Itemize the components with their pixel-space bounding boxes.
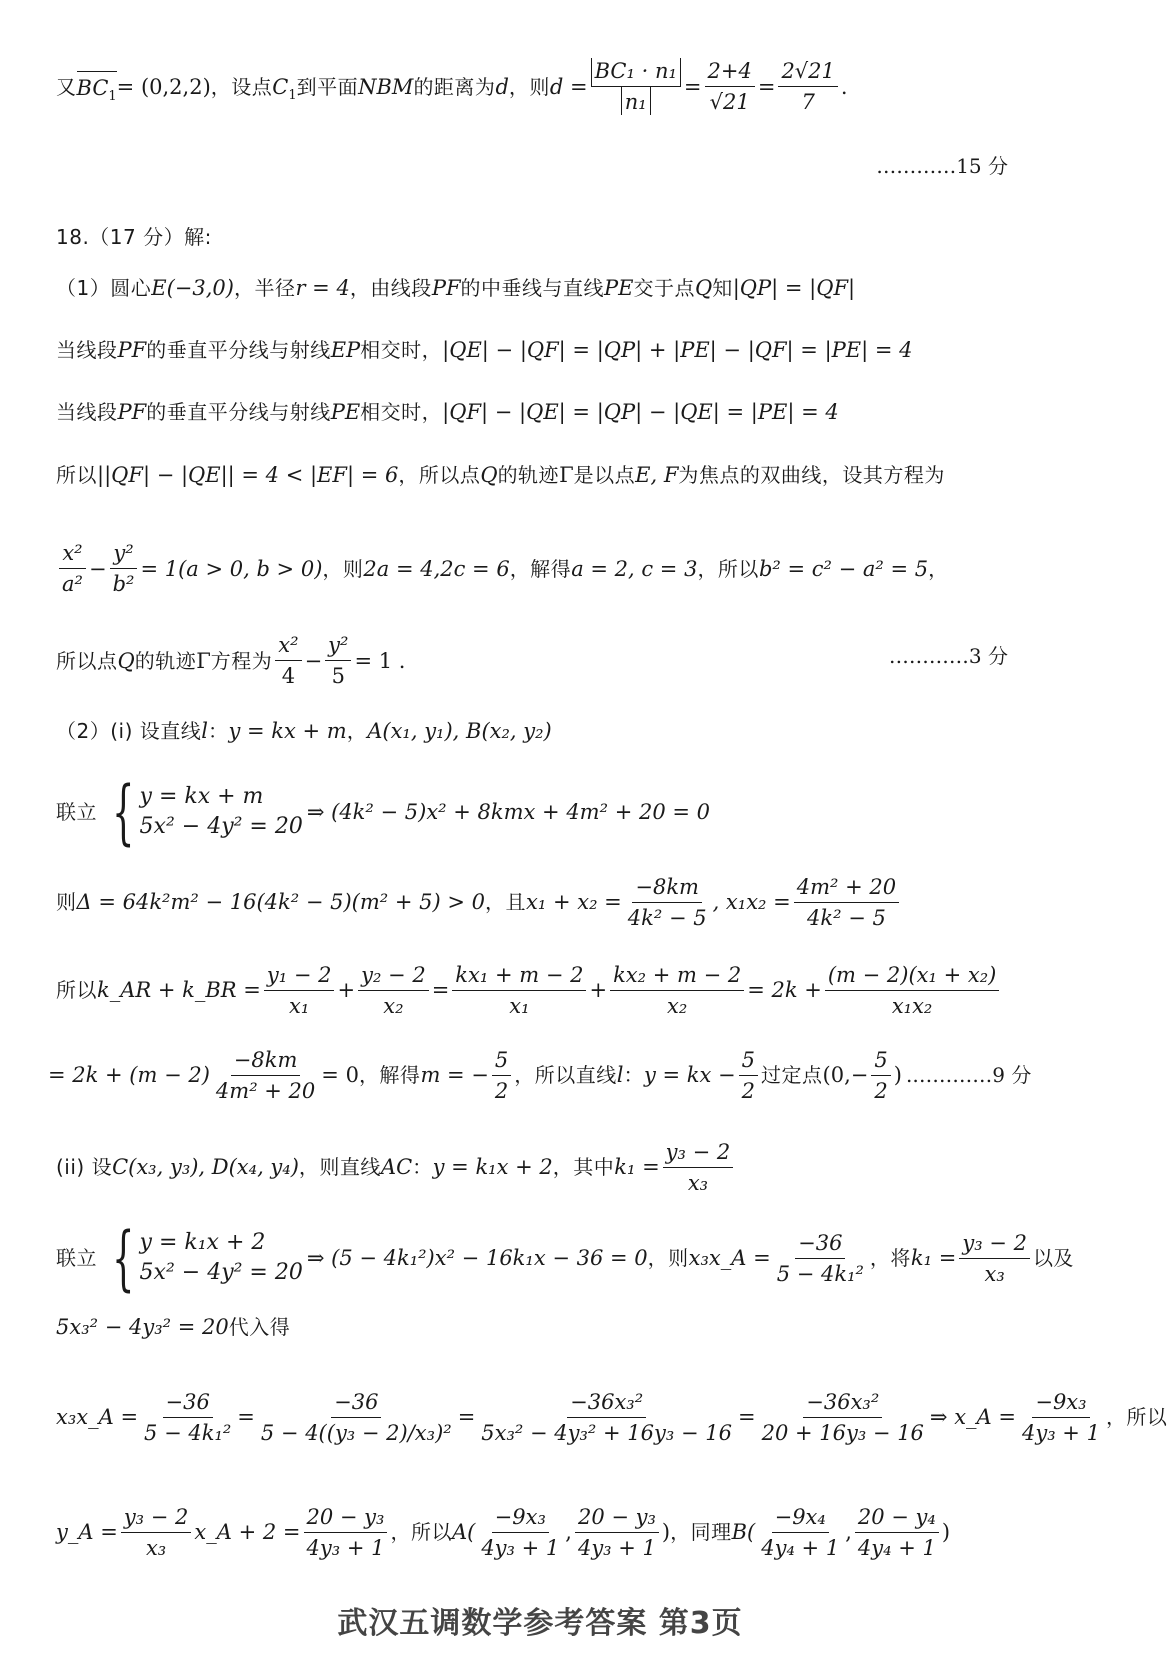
text: 的中垂线与直线: [460, 276, 605, 300]
fraction: $\frac{\text{BC₁ · n₁}}{\text{n₁}}$: [591, 58, 681, 115]
text: ，半径: [233, 276, 296, 300]
math: NBM: [358, 74, 414, 99]
fraction: $\frac{\text{−9x₃}}{\text{4y₃ + 1}}$: [481, 1504, 560, 1560]
math: $C_1$: [272, 74, 297, 103]
text: ：: [412, 1155, 433, 1179]
line-part2-ii-setup: [56, 1137, 1024, 1197]
fraction: $\frac{\text{4m² + 20}}{\text{4k² − 5}}$: [794, 874, 899, 931]
math: ⇒ (5 − 4k₁²)x² − 16k₁x − 36 = 0: [306, 1246, 648, 1270]
text: 的距离为: [413, 74, 496, 99]
text: 的轨迹: [497, 463, 560, 487]
math: ,: [565, 1520, 572, 1544]
math: ,: [845, 1520, 852, 1544]
line-system-1: [56, 771, 1024, 853]
text: ，所以直线: [514, 1063, 617, 1087]
fraction: $\frac{\text{y₃ − 2}}{\text{x₃}}$: [121, 1504, 192, 1561]
fraction: $\frac{\text{y₂ − 2}}{\text{x₂}}$: [358, 962, 429, 1019]
math: EP: [330, 338, 361, 362]
fraction: $\frac{\text{x²}}{4}$: [275, 632, 301, 689]
fraction: $\frac{5}{2}$: [492, 1047, 511, 1104]
fraction: $\frac{\text{20 − y₄}}{\text{4y₄ + 1}}$: [855, 1504, 939, 1561]
math: x₁ + x₂ =: [526, 890, 622, 914]
text: 知: [712, 276, 733, 300]
math: b² = c² − a² = 5: [758, 556, 929, 581]
score-9: .…………9 分: [905, 1063, 1032, 1087]
equation-system: { y = k₁x + 2 5x² − 4y² = 20: [112, 1217, 303, 1299]
math: Γ: [559, 463, 574, 487]
math: |QP| = |QF|: [732, 276, 856, 300]
line-case-ep: [56, 335, 1024, 365]
math: = (0,2,2): [116, 74, 211, 99]
fraction: $\frac{-36}{\text{5 − 4((y₃ − 2)/x₃)²}}$: [260, 1389, 452, 1445]
fraction: $\frac{2+4}{√21}$: [705, 58, 755, 115]
math: ⇒ (4k² − 5)x² + 8kmx + 4m² + 20 = 0: [306, 800, 710, 824]
math: |QE| − |QF| = |QP| + |PE| − |QF| = |PE| = 4: [442, 338, 913, 362]
text: 相交时，: [360, 338, 443, 362]
fraction: $\frac{\text{20 − y₃}}{\text{4y₃ + 1}}$: [575, 1504, 659, 1561]
fraction: $\frac{2√21}{7}$: [778, 58, 837, 115]
math: B(: [731, 1520, 756, 1544]
line-fixed-point: [48, 1045, 1032, 1105]
fraction: $\frac{\text{(m − 2)(x₁ + x₂)}}{\text{x₁x₂}}$: [825, 962, 999, 1019]
fraction: $\frac{\text{y₃ − 2}}{\text{x₃}}$: [663, 1139, 734, 1196]
text: ，所以: [390, 1520, 452, 1544]
text: ，设点: [210, 74, 273, 99]
text: ，解得: [358, 1063, 421, 1087]
math: y = kx −: [644, 1063, 736, 1087]
math: PF: [117, 338, 147, 362]
math: PE: [604, 276, 634, 300]
text: 为焦点的双曲线，设其方程为: [678, 463, 945, 487]
line-xa-derivation: x₃x_A = $\frac{-36}{\text{5 − 4k₁²}}$ = $\frac{-36}{\text{5 − 4((y₃ − 2)/x₃)²}}$ = $\frac{\text{−36x₃²}}{\text{5x₃² − 4y₃² + 16y₃ − 16}}$ = $\frac{\text{−36x₃²}}{\text{20 + 16y₃ − 16}}$ ⇒ x_A = $\frac{\text{−9x₃}}{\text{4y₃ + 1}}$ ，所以: [56, 1389, 1167, 1445]
math: k_AR + k_BR =: [97, 978, 261, 1002]
math: Q: [694, 276, 713, 300]
fraction: $\frac{\text{−9x₄}}{\text{4y₄ + 1}}$: [761, 1504, 840, 1560]
text: ，解得: [509, 556, 572, 581]
math: Γ: [196, 648, 211, 673]
math: = 1(a > 0, b > 0): [140, 556, 323, 581]
text: 以及: [1032, 1246, 1074, 1270]
math: x_A + 2 =: [194, 1520, 301, 1544]
fraction: $\frac{\text{y²}}{\text{b²}}$: [110, 540, 138, 597]
math: PF: [117, 400, 147, 424]
text: 的垂直平分线与射线: [146, 338, 331, 362]
vector-bc1: $BC_1$: [77, 71, 117, 103]
math: 5x₃² − 4y₃² = 20: [56, 1315, 229, 1339]
fraction: $\frac{\text{y²}}{5}$: [325, 632, 351, 689]
math: d: [495, 74, 509, 99]
line-case-pe: [56, 397, 1024, 427]
math: PE: [330, 400, 361, 424]
fraction: $\frac{\text{y₃ − 2}}{\text{x₃}}$: [959, 1230, 1030, 1287]
math: , x₁x₂ =: [712, 890, 791, 914]
fraction: $\frac{5}{2}$: [871, 1047, 890, 1104]
text: ，同理: [670, 1520, 732, 1544]
fraction: $\frac{5}{2}$: [739, 1047, 758, 1104]
text: ，且: [485, 890, 527, 914]
line-part2-setup: [56, 716, 1024, 746]
text: 所以点: [56, 648, 118, 673]
math: y = k₁x + 2: [432, 1155, 553, 1179]
math: E(−3,0): [151, 276, 234, 300]
line-trajectory-result: 所以点 Q 的轨迹 Γ 方程为 $\frac{\text{x²}}{4}$ − $\frac{\text{y²}}{5}$ = 1 .: [56, 633, 406, 688]
line-hyperbola-definition: [56, 460, 1024, 490]
text: (ii) 设: [56, 1155, 113, 1179]
text: 18.（17 分）解:: [56, 225, 212, 249]
math: a = 2, c = 3: [571, 556, 698, 581]
line-part1-circle: [56, 273, 1024, 303]
math: y = kx + m: [228, 719, 347, 743]
text: （1）圆心: [56, 276, 152, 300]
math: |QF| − |QE| = |QP| − |QE| = |PE| = 4: [442, 400, 839, 424]
text: ，: [346, 719, 368, 743]
score-3: …………3 分: [888, 644, 1008, 668]
text: 则: [56, 890, 77, 914]
text: 所以: [56, 463, 97, 487]
math: x₃x_A =: [688, 1246, 771, 1270]
line-discriminant: [56, 872, 1024, 932]
text: ，所以: [1105, 1405, 1167, 1429]
math: y_A =: [56, 1520, 118, 1544]
text: 的垂直平分线与射线: [146, 400, 331, 424]
math: (0,−: [822, 1063, 869, 1087]
text: 当线段: [56, 338, 118, 362]
math: l: [201, 719, 208, 743]
text: ，则: [322, 556, 364, 581]
math: x₃x_A =: [56, 1405, 139, 1429]
text: ，则: [508, 74, 550, 99]
question-18-heading: [56, 222, 1024, 252]
text: （2）(i) 设直线: [56, 719, 202, 743]
fraction: $\frac{\text{−9x₃}}{\text{4y₃ + 1}}$: [1021, 1389, 1100, 1445]
text: 的轨迹: [134, 648, 197, 673]
math: k₁ =: [614, 1155, 660, 1179]
math: k₁ =: [910, 1246, 957, 1270]
fraction: $\frac{\text{kx₁ + m − 2}}{\text{x₁}}$: [452, 962, 586, 1019]
text: 又: [56, 74, 77, 99]
math: AC: [380, 1155, 413, 1179]
math: l: [616, 1063, 624, 1087]
fraction: $\frac{-8km}{\text{4k² − 5}}$: [627, 874, 707, 930]
math: Δ = 64k²m² − 16(4k² − 5)(m² + 5) > 0: [76, 890, 486, 914]
fraction: $\frac{-8km}{\text{4m² + 20}}$: [215, 1047, 316, 1103]
equation-system: { y = kx + m 5x² − 4y² = 20: [112, 771, 303, 853]
math: ): [893, 1063, 902, 1087]
text: 交于点: [633, 276, 695, 300]
text: 过定点: [761, 1063, 823, 1087]
text: ，则直线: [298, 1155, 381, 1179]
math: E, F: [635, 463, 679, 487]
text: 联立: [56, 1246, 97, 1270]
line-hyperbola-equation: $\frac{\text{x²}}{\text{a²}}$ − $\frac{\text{y²}}{\text{b²}}$ = 1(a > 0, b > 0) ，则 2a = 4,2c = 6 ，解得 a = 2, c = 3 ，所以 b² = c² − a² = 5 ，: [56, 540, 1024, 597]
line-system-2: [56, 1217, 1074, 1299]
math: = 2k +: [747, 978, 822, 1002]
text: 所以: [56, 978, 97, 1002]
text: ，则: [647, 1246, 689, 1270]
line-ya-and-points: [56, 1500, 1024, 1564]
text: 相交时，: [360, 400, 443, 424]
line-distance-formula: 又 $BC_1$ = (0,2,2) ，设点 $C_1$ 到平面 NBM 的距离为 d ，则 d = $\frac{\text{BC₁ · n₁}}{\text{n₁}}$ = $\frac{2+4}{√21}$ = $\frac{2√21}{7}$ .: [56, 59, 848, 114]
fraction: $\frac{\text{x²}}{\text{a²}}$: [59, 540, 86, 597]
text: 当线段: [56, 400, 118, 424]
math: = 0: [321, 1063, 359, 1087]
fraction: $\frac{-36}{\text{5 − 4k₁²}}$: [776, 1230, 864, 1286]
fraction: $\frac{\text{kx₂ + m − 2}}{\text{x₂}}$: [610, 962, 744, 1019]
text: 代入得: [228, 1315, 291, 1339]
fraction: $\frac{\text{−36x₃²}}{\text{20 + 16y₃ − 16}}$: [761, 1389, 924, 1445]
score-15: …………15 分: [876, 154, 1008, 178]
text: ，所以点: [398, 463, 481, 487]
fraction: $\frac{\text{20 − y₃}}{\text{4y₃ + 1}}$: [304, 1504, 388, 1561]
text: 到平面: [296, 74, 359, 99]
text: ，将: [869, 1246, 911, 1270]
math: Q: [480, 463, 498, 487]
text: ，: [928, 556, 949, 581]
text: ：: [207, 719, 229, 743]
fraction: $\frac{\text{−36x₃²}}{\text{5x₃² − 4y₃² + 16y₃ − 16}}$: [481, 1389, 732, 1445]
math: r = 4: [295, 276, 350, 300]
text: ，由线段: [349, 276, 432, 300]
math: 2a = 4,2c = 6: [363, 556, 510, 581]
math: C(x₃, y₃), D(x₄, y₄): [112, 1155, 299, 1179]
page-footer: 武汉五调数学参考答案 第3页: [337, 1606, 743, 1641]
math: ⇒ x_A =: [929, 1405, 1016, 1429]
math: Q: [117, 648, 135, 673]
line-substitute: [56, 1312, 1024, 1342]
math: = 1 .: [354, 648, 406, 673]
fraction: $\frac{\text{y₁ − 2}}{\text{x₁}}$: [264, 962, 335, 1019]
math: ): [661, 1520, 671, 1544]
fraction: $\frac{-36}{\text{5 − 4k₁²}}$: [144, 1389, 232, 1445]
math: = 2k + (m − 2): [48, 1063, 210, 1087]
text: 方程为: [210, 648, 273, 673]
text: ，所以: [697, 556, 759, 581]
math: ): [941, 1520, 951, 1544]
math: ||QF| − |QE|| = 4 < |EF| = 6: [97, 463, 399, 487]
line-slope-sum: 所以 k_AR + k_BR = $\frac{\text{y₁ − 2}}{\text{x₁}}$ + $\frac{\text{y₂ − 2}}{\text{x₂}}$ = $\frac{\text{kx₁ + m − 2}}{\text{x₁}}$ + $\frac{\text{kx₂ + m − 2}}{\text{x₂}}$ = 2k + $\frac{\text{(m − 2)(x₁ + x₂)}}{\text{x₁x₂}}$: [56, 960, 1024, 1020]
math: PF: [431, 276, 461, 300]
text: ：: [623, 1063, 644, 1087]
text: ，其中: [552, 1155, 615, 1179]
math: m = −: [420, 1063, 489, 1087]
math: A(: [451, 1520, 476, 1544]
math: d =: [549, 74, 588, 99]
text: 联立: [56, 800, 97, 824]
text: 是以点: [573, 463, 636, 487]
math: A(x₁, y₁), B(x₂, y₂): [367, 719, 552, 743]
